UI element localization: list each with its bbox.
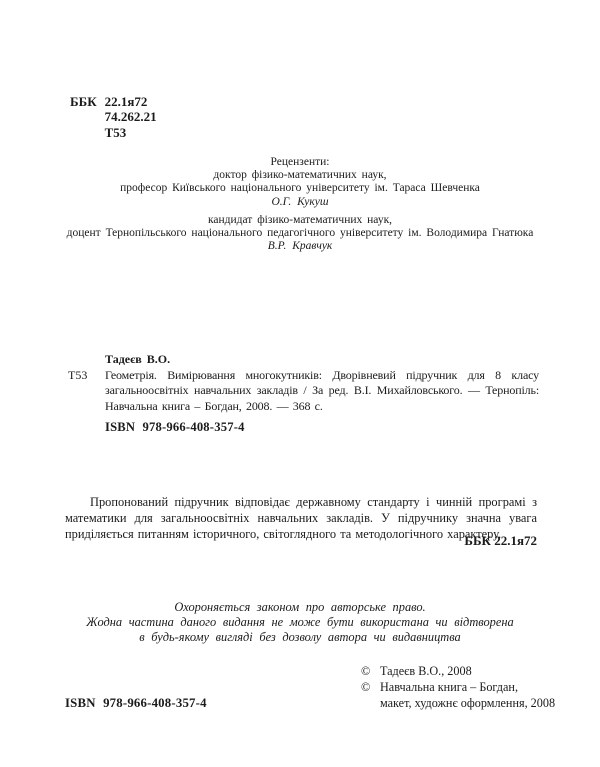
catalog-author-code: Т53 <box>68 367 88 382</box>
reviewer2-name: В.Р. Кравчук <box>267 240 333 253</box>
reviewer1-degree: доктор фізико-математичних наук, <box>213 169 387 182</box>
copyright-line-author <box>361 664 555 680</box>
copyright-line-publisher-cont <box>361 696 555 712</box>
copyright-line-publisher <box>361 680 555 696</box>
copyright-symbol: © <box>361 679 371 694</box>
reviewers-block <box>40 156 560 253</box>
copyright-symbol-spacer <box>361 696 380 712</box>
footer-copyright-block <box>361 664 555 711</box>
reviewers-heading: Рецензенти: <box>270 156 330 168</box>
annotation-paragraph: Пропонований підручник відповідає державному стандарту і чинній програмі з математики для загальноосвітніх навчальних закладів. У підручнику значна увага приділяється питанням історичного, світоглядного та методологічного характеру. <box>65 495 537 541</box>
reviewer1-name: О.Г. Кукуш <box>271 195 329 208</box>
catalog-author: Тадеєв В.О. <box>105 352 171 366</box>
rights-notice-line-1: Охороняється законом про авторське право. <box>174 600 426 614</box>
reviewer2-affiliation: доцент Тернопільського національного педагогічного університету ім. Володимира Гнатюка <box>66 227 534 240</box>
bbk-classification-block <box>70 94 157 140</box>
bbk-reference: ББК 22.1я72 <box>464 533 537 548</box>
reviewer2-degree: кандидат фізико-математичних наук, <box>207 213 393 226</box>
copyright-publisher-text: Навчальна книга – Богдан, <box>380 679 518 694</box>
catalog-entry-block <box>65 352 539 436</box>
bbk-code-1: 22.1я72 <box>104 94 148 109</box>
catalog-entry-row <box>65 368 539 415</box>
catalog-entry-text: Геометрія. Вимірювання многокутників: Дворівневий підручник для 8 класу загальноосвітніх навчальних закладів / За ред. В.І. Михайловського. — Тернопіль: Навчальна книга – Богдан, 2008. — 368 с. <box>105 367 539 413</box>
footer-isbn: ISBN 978-966-408-357-4 <box>65 696 207 710</box>
copyright-publisher-text-2: макет, художнє оформлення, 2008 <box>380 695 556 710</box>
reviewer1-affiliation: професор Київського національного університету ім. Тараса Шевченка <box>120 182 480 195</box>
bbk-label: ББК <box>70 94 97 109</box>
copyright-author-text: Тадеєв В.О., 2008 <box>380 664 472 678</box>
bbk-code-2: 74.262.21 <box>104 109 157 125</box>
catalog-isbn: ISBN 978-966-408-357-4 <box>105 420 245 435</box>
bbk-code-3: Т53 <box>104 124 127 140</box>
bbk-codes <box>105 94 157 140</box>
copyright-symbol: © <box>361 664 371 678</box>
rights-notice-block <box>40 600 560 644</box>
rights-notice-line-2: Жодна частина даного видання не може бути використана чи відтворена <box>86 614 514 629</box>
rights-notice-line-3: в будь-якому вигляді без дозволу автора чи видавництва <box>139 629 461 644</box>
